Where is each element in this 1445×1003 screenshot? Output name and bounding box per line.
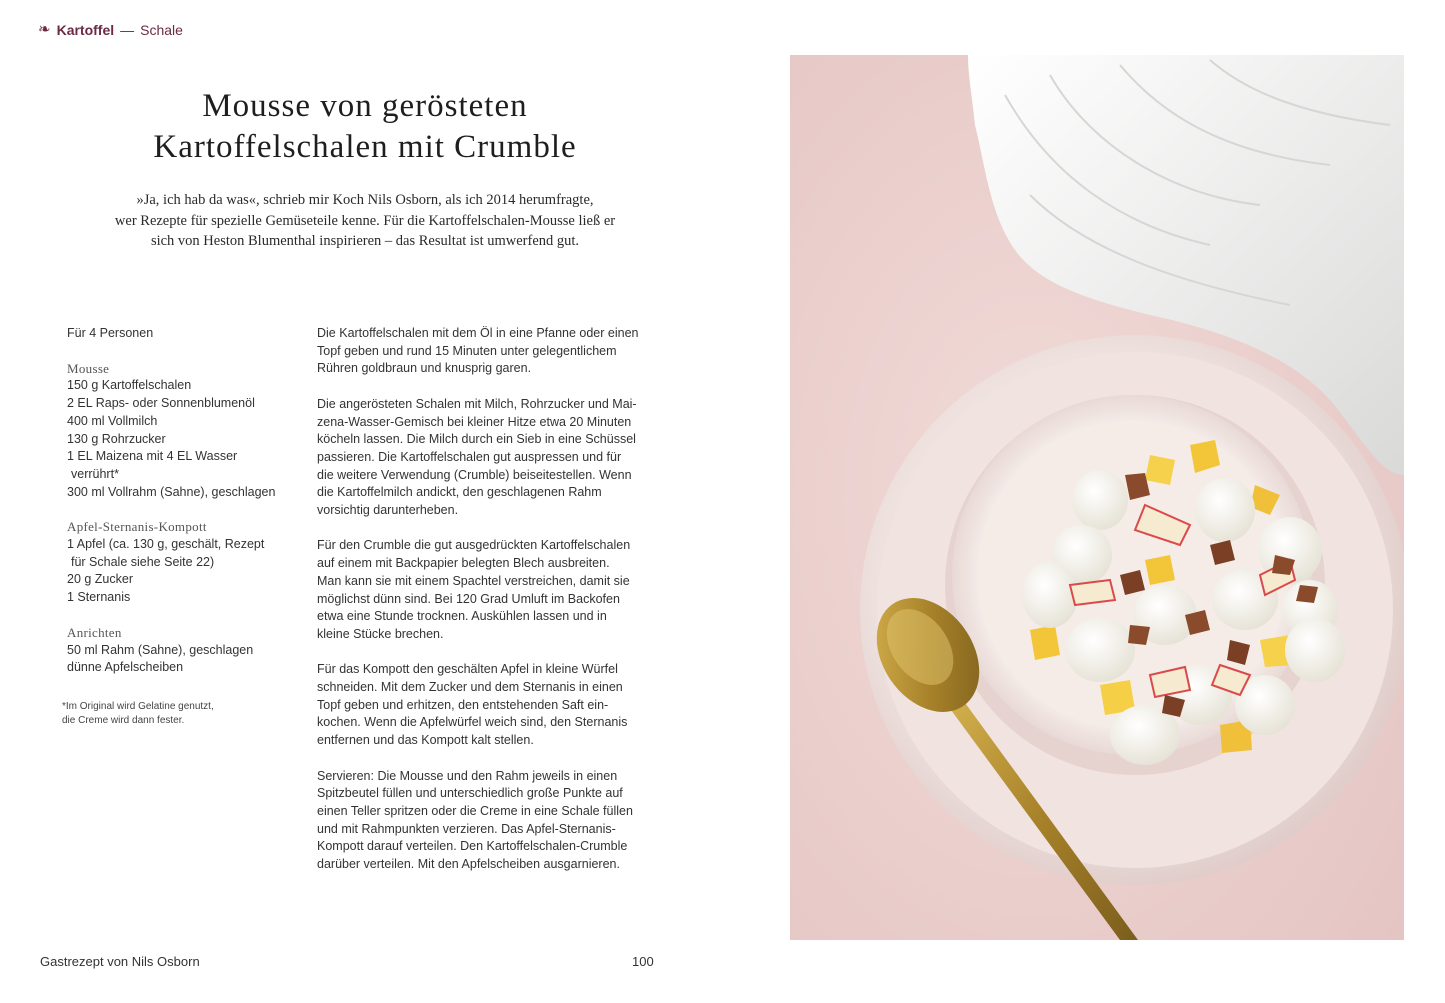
header-separator: — (120, 21, 135, 38)
method-step-2 (317, 396, 662, 520)
method-line: Man kann sie mit einem Spachtel verstreichen, damit sie (317, 573, 630, 588)
mousse-dollop (1285, 618, 1345, 682)
recipe-intro (70, 190, 660, 252)
method-line: Die Kartoffelschalen mit dem Öl in eine Pfanne oder einen (317, 326, 639, 340)
footnote-line: *Im Original wird Gelatine genutzt, (62, 701, 214, 712)
ingredients-column (67, 325, 297, 694)
method-line: entfernen und das Kompott kalt stellen. (317, 733, 534, 748)
recipe-title (60, 86, 670, 168)
ingredient-item: 1 Apfel (ca. 130 g, geschält, Rezept (67, 537, 265, 552)
method-line: schneiden. Mit dem Zucker und dem Sternanis in einen (317, 680, 623, 695)
method-line: Spitzbeutel füllen und unterschiedlich große Punkte auf (317, 786, 623, 801)
servings: Für 4 Personen (67, 326, 154, 340)
method-line: Kompott darauf verteilen. Den Kartoffelschalen-Crumble (317, 839, 628, 854)
mousse-dollop (1195, 478, 1255, 542)
method-line: Die angerösteten Schalen mit Milch, Rohrzucker und Mai- (317, 396, 637, 411)
method-step-5 (317, 768, 662, 874)
method-line: einen Teller spritzen oder die Creme in eine Schale füllen (317, 803, 633, 818)
method-step-3 (317, 537, 662, 643)
method-line: etwa eine Stunde trocknen. Auskühlen lassen und in (317, 609, 607, 624)
method-line: passieren. Die Kartoffelschalen gut auspressen und für (317, 449, 622, 464)
method-line: kleine Stücke brechen. (317, 626, 444, 641)
method-column (317, 325, 662, 891)
ingredient-item: 300 ml Vollrahm (Sahne), geschlagen (67, 484, 276, 499)
method-line: die weitere Verwendung (Crumble) beiseitestellen. Wenn (317, 467, 632, 482)
method-line: kochen. Wenn die Apfelwürfel weich sind, den Sternanis (317, 715, 628, 730)
ingredient-item: 50 ml Rahm (Sahne), geschlagen (67, 642, 254, 657)
method-line: die Kartoffelmilch andickt, den geschlagenen Rahm (317, 485, 602, 500)
dish-photo (790, 55, 1404, 940)
dish-photo-illustration (790, 55, 1404, 940)
section-title-kompott: Apfel-Sternanis-Kompott (67, 519, 207, 535)
footnote (62, 700, 292, 728)
ingredient-list-mousse (67, 377, 297, 501)
recipe-title-line-1: Mousse von gerösteten (202, 88, 528, 124)
apple-cube (1145, 455, 1175, 485)
ingredient-item: 1 EL Maizena mit 4 EL Wasser (67, 449, 238, 464)
method-line: Für das Kompott den geschälten Apfel in kleine Würfel (317, 662, 618, 677)
apple-cube (1145, 555, 1175, 585)
footnote-line: die Creme wird dann fester. (62, 715, 185, 726)
method-line: möglichst dünn sind. Bei 120 Grad Umluft im Backofen (317, 591, 620, 606)
ingredient-item: 20 g Zucker (67, 572, 134, 587)
method-line: Topf geben und rund 15 Minuten unter gelegentlichem (317, 343, 617, 358)
ingredient-item: 130 g Rohrzucker (67, 431, 166, 446)
intro-line: sich von Heston Blumenthal inspirieren – das Resultat ist umwerfend gut. (150, 233, 580, 249)
ingredient-item: 2 EL Raps- oder Sonnenblumenöl (67, 396, 255, 411)
page-number: 100 (632, 954, 654, 969)
ingredient-item: dünne Apfelscheiben (67, 660, 184, 675)
running-header (38, 20, 183, 39)
method-step-4 (317, 661, 662, 750)
apple-slice (1070, 580, 1115, 605)
mousse-dollop (1022, 562, 1078, 628)
footer-credit: Gastrezept von Nils Osborn (40, 954, 200, 969)
ingredient-continuation: verrührt* (71, 466, 119, 481)
method-step-1 (317, 325, 662, 378)
header-subcategory: Schale (140, 21, 183, 38)
method-line: Topf geben und erhitzen, den entstehenden Saft ein- (317, 697, 609, 712)
mousse-dollop (1065, 618, 1135, 682)
header-category: Kartoffel (56, 21, 115, 38)
method-line: Rühren goldbraun und knusprig garen. (317, 361, 532, 376)
method-line: auf einem mit Backpapier belegten Blech ausbreiten. (317, 556, 610, 571)
ingredient-item: 1 Sternanis (67, 590, 131, 605)
method-line: darüber verteilen. Mit den Apfelscheiben ausgarnieren. (317, 857, 620, 872)
ingredient-item: 400 ml Vollmilch (67, 413, 158, 428)
fleuron-icon: ❧ (38, 22, 51, 38)
ingredient-list-anrichten (67, 642, 297, 677)
intro-line: »Ja, ich hab da was«, schrieb mir Koch Nils Osborn, als ich 2014 herumfragte, (136, 192, 594, 208)
ingredient-continuation: für Schale siehe Seite 22) (71, 554, 215, 569)
method-line: Servieren: Die Mousse und den Rahm jeweils in einen (317, 768, 618, 783)
ingredient-item-continued (67, 466, 297, 484)
method-line: vorsichtig darunterheben. (317, 503, 459, 518)
apple-cube (1030, 625, 1060, 660)
method-line: köcheln lassen. Die Milch durch ein Sieb in eine Schüssel (317, 432, 636, 447)
section-title-mousse: Mousse (67, 360, 110, 376)
method-line: Für den Crumble die gut ausgedrückten Kartoffelschalen (317, 538, 631, 553)
method-line: und mit Rahmpunkten verzieren. Das Apfel-Sternanis- (317, 821, 616, 836)
section-title-anrichten: Anrichten (67, 624, 122, 640)
ingredient-list-kompott (67, 536, 297, 607)
mousse-dollop (1072, 470, 1128, 530)
recipe-title-line-2: Kartoffelschalen mit Crumble (153, 129, 577, 165)
ingredient-item-continued (67, 554, 297, 572)
intro-line: wer Rezepte für spezielle Gemüseteile kenne. Für die Kartoffelschalen-Mousse ließ er (114, 212, 616, 229)
ingredient-item: 150 g Kartoffelschalen (67, 378, 192, 393)
method-line: zena-Wasser-Gemisch bei kleiner Hitze etwa 20 Minuten (317, 414, 632, 429)
